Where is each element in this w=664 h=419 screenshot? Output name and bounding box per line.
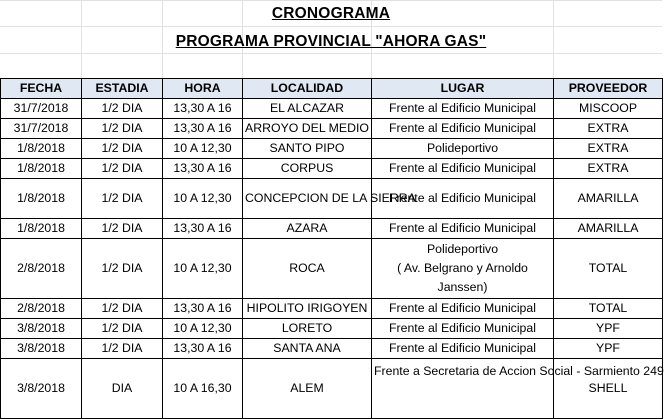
cell-estadia[interactable]: 1/2 DIA: [82, 179, 163, 219]
cell-proveedor[interactable]: EXTRA: [554, 119, 663, 139]
cell-proveedor[interactable]: AMARILLA: [554, 179, 663, 219]
table-row: [1, 299, 663, 319]
header-lugar[interactable]: LUGAR: [372, 79, 554, 99]
grid-line: [0, 26, 662, 27]
cell-hora[interactable]: 13,30 A 16: [163, 219, 243, 239]
cell-fecha[interactable]: 3/8/2018: [1, 319, 82, 339]
cell-fecha[interactable]: 3/8/2018: [1, 359, 82, 419]
cell-lugar[interactable]: Frente al Edificio Municipal: [372, 319, 554, 339]
cell-estadia[interactable]: 1/2 DIA: [82, 99, 163, 119]
cell-estadia[interactable]: 1/2 DIA: [82, 119, 163, 139]
cell-lugar[interactable]: Frente al Edificio Municipal: [372, 219, 554, 239]
cell-proveedor[interactable]: YPF: [554, 319, 663, 339]
table-row: [1, 99, 663, 119]
header-row: [1, 79, 663, 99]
cell-proveedor[interactable]: EXTRA: [554, 159, 663, 179]
cell-lugar[interactable]: Frente al Edificio Municipal: [372, 339, 554, 359]
grid-line: [0, 0, 662, 1]
cell-hora[interactable]: 13,30 A 16: [163, 159, 243, 179]
cell-proveedor[interactable]: TOTAL: [554, 239, 663, 299]
cell-localidad[interactable]: EL ALCAZAR: [243, 99, 372, 119]
cell-fecha[interactable]: 1/8/2018: [1, 219, 82, 239]
cell-fecha[interactable]: 31/7/2018: [1, 99, 82, 119]
title-programa: PROGRAMA PROVINCIAL "AHORA GAS": [175, 33, 487, 50]
cell-hora[interactable]: 10 A 12,30: [163, 239, 243, 299]
cell-localidad[interactable]: ALEM: [243, 359, 372, 419]
header-fecha[interactable]: FECHA: [1, 79, 82, 99]
table-row: [1, 139, 663, 159]
cell-lugar[interactable]: Frente al Edificio Municipal: [372, 99, 554, 119]
cell-fecha[interactable]: 1/8/2018: [1, 139, 82, 159]
table-row: [1, 219, 663, 239]
cell-fecha[interactable]: 3/8/2018: [1, 339, 82, 359]
cell-estadia[interactable]: DIA: [82, 359, 163, 419]
cell-proveedor[interactable]: AMARILLA: [554, 219, 663, 239]
schedule-table: [0, 78, 663, 419]
cell-localidad[interactable]: CORPUS: [243, 159, 372, 179]
table-row: [1, 239, 663, 299]
cell-hora[interactable]: 13,30 A 16: [163, 99, 243, 119]
cell-localidad[interactable]: SANTA ANA: [243, 339, 372, 359]
cell-localidad[interactable]: LORETO: [243, 319, 372, 339]
cell-localidad[interactable]: HIPOLITO IRIGOYEN: [243, 299, 372, 319]
cell-hora[interactable]: 10 A 12,30: [163, 179, 243, 219]
table-row: [1, 319, 663, 339]
cell-lugar[interactable]: Polideportivo ( Av. Belgrano y Arnoldo Janssen): [372, 239, 554, 299]
table-row: [1, 159, 663, 179]
cell-fecha[interactable]: 1/8/2018: [1, 179, 82, 219]
cell-localidad[interactable]: CONCEPCION DE LA SIERRA: [243, 179, 372, 219]
cell-localidad[interactable]: ROCA: [243, 239, 372, 299]
cell-fecha[interactable]: 2/8/2018: [1, 239, 82, 299]
cell-localidad[interactable]: AZARA: [243, 219, 372, 239]
cell-hora[interactable]: 13,30 A 16: [163, 339, 243, 359]
cell-localidad[interactable]: SANTO PIPO: [243, 139, 372, 159]
table-row: [1, 179, 663, 219]
cell-fecha[interactable]: 2/8/2018: [1, 299, 82, 319]
cell-proveedor[interactable]: EXTRA: [554, 139, 663, 159]
cell-hora[interactable]: 10 A 16,30: [163, 359, 243, 419]
cell-estadia[interactable]: 1/2 DIA: [82, 299, 163, 319]
cell-proveedor[interactable]: YPF: [554, 339, 663, 359]
cell-fecha[interactable]: 1/8/2018: [1, 159, 82, 179]
cell-estadia[interactable]: 1/2 DIA: [82, 159, 163, 179]
cell-hora[interactable]: 13,30 A 16: [163, 299, 243, 319]
cell-proveedor[interactable]: MISCOOP: [554, 99, 663, 119]
header-proveedor[interactable]: PROVEEDOR: [554, 79, 663, 99]
cell-hora[interactable]: 13,30 A 16: [163, 119, 243, 139]
table-row: [1, 119, 663, 139]
grid-line: [0, 53, 662, 54]
cell-lugar[interactable]: Frente al Edificio Municipal: [372, 299, 554, 319]
cell-lugar[interactable]: Frente a Secretaria de Accion Social - Sarmiento 249: [372, 359, 554, 419]
cell-estadia[interactable]: 1/2 DIA: [82, 239, 163, 299]
cell-estadia[interactable]: 1/2 DIA: [82, 219, 163, 239]
cell-lugar[interactable]: Frente al Edificio Municipal: [372, 179, 554, 219]
cell-hora[interactable]: 10 A 12,30: [163, 319, 243, 339]
table-row: [1, 359, 663, 419]
cell-lugar[interactable]: Polideportivo: [372, 139, 554, 159]
cell-estadia[interactable]: 1/2 DIA: [82, 319, 163, 339]
cell-lugar[interactable]: Frente al Edificio Municipal: [372, 159, 554, 179]
table-row: [1, 339, 663, 359]
header-localidad[interactable]: LOCALIDAD: [243, 79, 372, 99]
title-cronograma: CRONOGRAMA: [271, 5, 391, 22]
cell-hora[interactable]: 10 A 12,30: [163, 139, 243, 159]
cell-proveedor[interactable]: TOTAL: [554, 299, 663, 319]
cell-estadia[interactable]: 1/2 DIA: [82, 339, 163, 359]
cell-fecha[interactable]: 31/7/2018: [1, 119, 82, 139]
header-estadia[interactable]: ESTADIA: [82, 79, 163, 99]
cell-proveedor[interactable]: SHELL: [554, 359, 663, 419]
header-hora[interactable]: HORA: [163, 79, 243, 99]
cell-estadia[interactable]: 1/2 DIA: [82, 139, 163, 159]
cell-localidad[interactable]: ARROYO DEL MEDIO: [243, 119, 372, 139]
cell-lugar[interactable]: Frente al Edificio Municipal: [372, 119, 554, 139]
